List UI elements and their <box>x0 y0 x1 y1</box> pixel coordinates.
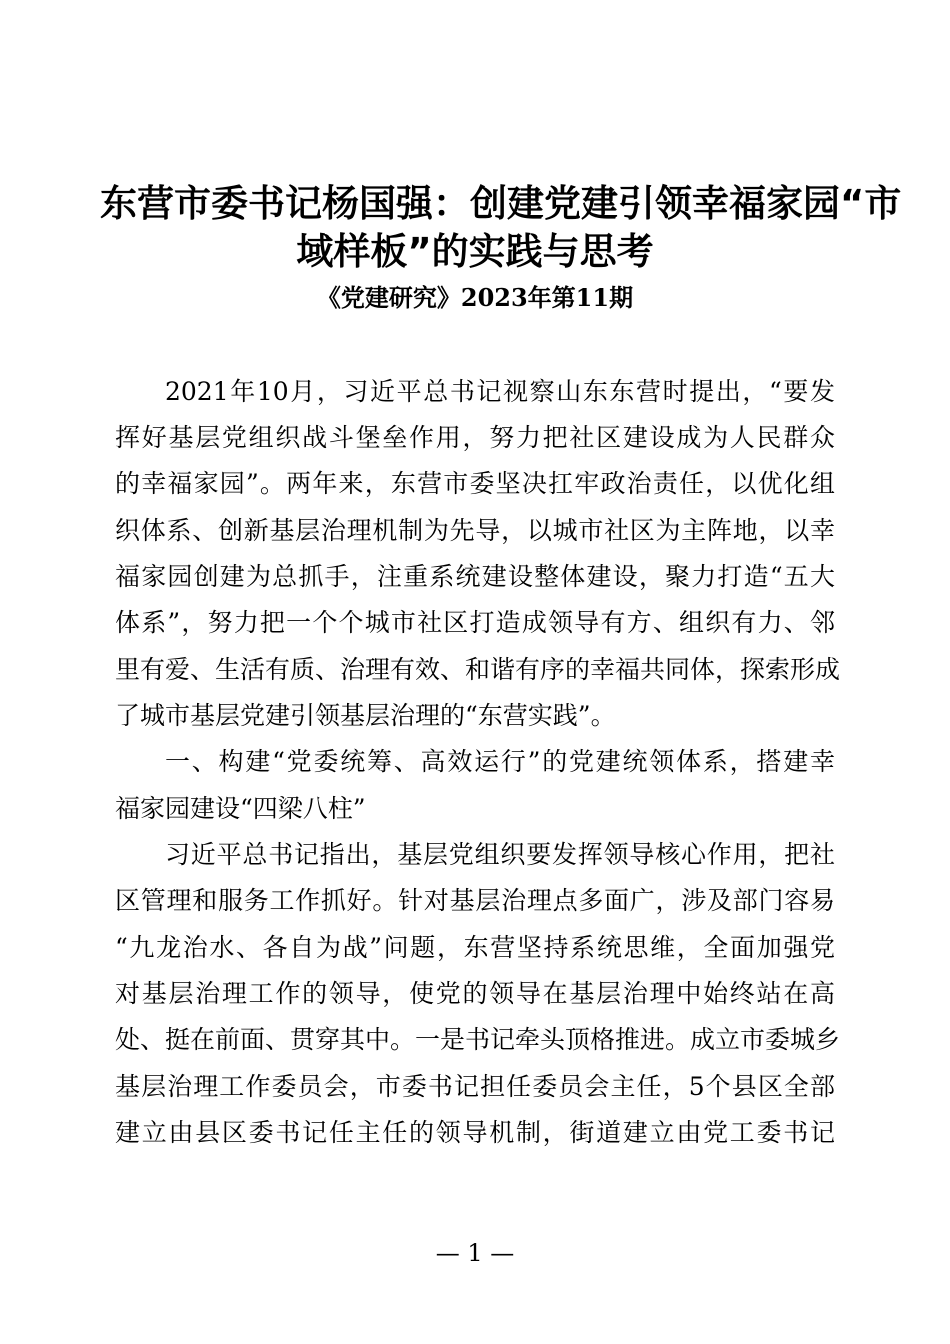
paragraph-3-line-7: 建立由县区委书记任主任的领导机制，街道建立由党工委书记 <box>115 1118 835 1147</box>
paragraph-1-line-2: 挥好基层党组织战斗堡垒作用，努力把社区建设成为人民群众 <box>115 423 835 452</box>
paragraph-1-line-1: 2021年10月，习近平总书记视察山东东营时提出，“要发 <box>165 377 835 406</box>
paragraph-1-line-6: 体系”，努力把一个个城市社区打造成领导有方、组织有力、邻 <box>115 608 835 637</box>
page-number: — 1 — <box>435 1239 515 1267</box>
paragraph-1-line-4: 织体系、创新基层治理机制为先导，以城市社区为主阵地，以幸 <box>115 516 835 545</box>
paragraph-1-line-3: 的幸福家园”。两年来，东营市委坚决扛牢政治责任，以优化组 <box>115 469 835 498</box>
paragraph-3-line-3: “九龙治水、各自为战”问题，东营坚持系统思维，全面加强党 <box>115 933 835 962</box>
paragraph-3-line-2: 区管理和服务工作抓好。针对基层治理点多面广，涉及部门容易 <box>115 886 835 915</box>
document-source: 《党建研究》2023年第11期 <box>316 283 634 312</box>
paragraph-1-line-8: 了城市基层党建引领基层治理的“东营实践”。 <box>115 701 616 730</box>
paragraph-1-line-7: 里有爱、生活有质、治理有效、和谐有序的幸福共同体，探索形成 <box>115 655 841 684</box>
paragraph-3-line-4: 对基层治理工作的领导，使党的领导在基层治理中始终站在高 <box>115 979 835 1008</box>
document-title-line-2: 域样板”的实践与思考 <box>296 230 654 273</box>
document-title-line-1: 东营市委书记杨国强：创建党建引领幸福家园“市 <box>100 182 902 225</box>
paragraph-3-line-6: 基层治理工作委员会，市委书记担任委员会主任，5个县区全部 <box>115 1072 835 1101</box>
paragraph-3-line-5: 处、挺在前面、贯穿其中。一是书记牵头顶格推进。成立市委城乡 <box>115 1025 841 1054</box>
section-heading-line-2: 福家园建设“四梁八柱” <box>115 794 366 823</box>
paragraph-1-line-5: 福家园创建为总抓手，注重系统建设整体建设，聚力打造“五大 <box>115 562 835 591</box>
section-heading-line-1: 一、构建“党委统筹、高效运行”的党建统领体系，搭建幸 <box>165 747 835 776</box>
paragraph-3-line-1: 习近平总书记指出，基层党组织要发挥领导核心作用，把社 <box>165 840 835 869</box>
